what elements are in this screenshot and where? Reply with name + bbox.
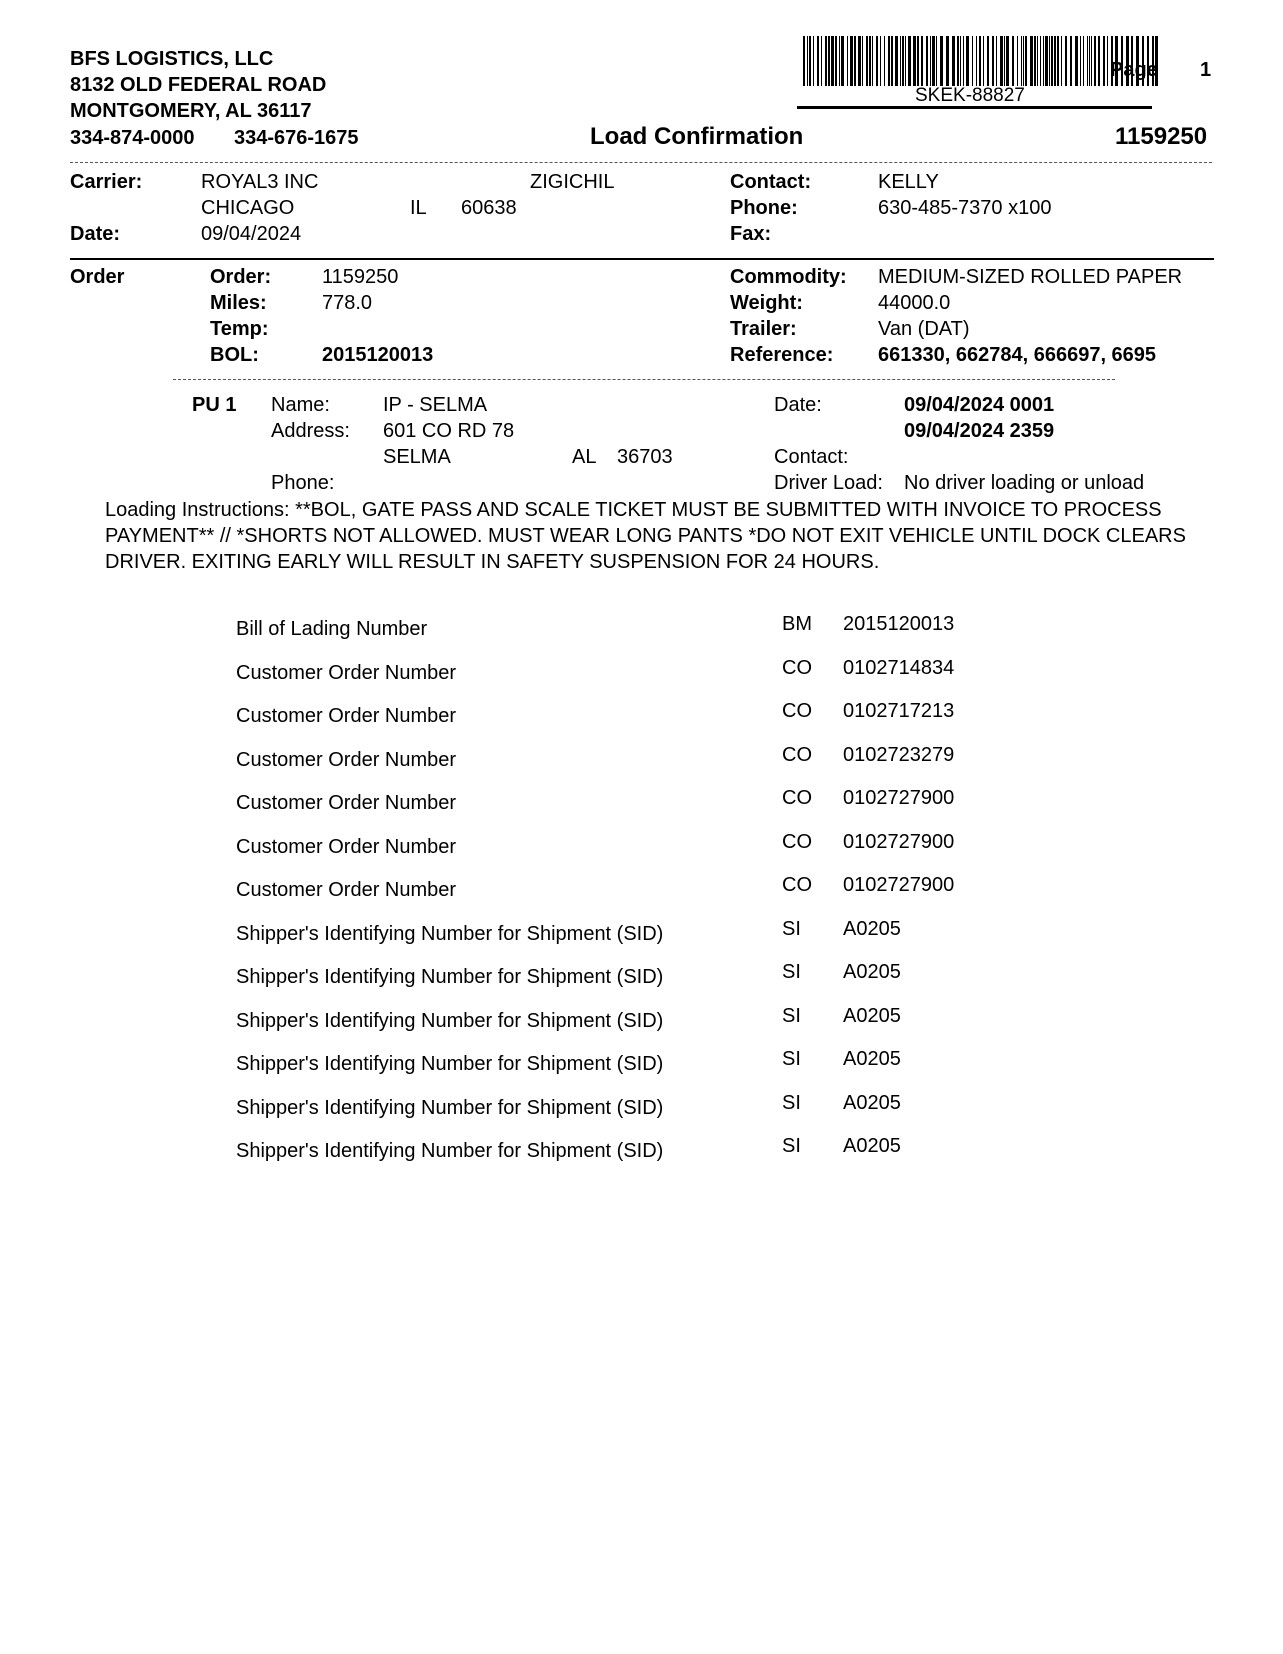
barcode-bar <box>880 36 881 86</box>
pickup-city: SELMA <box>383 446 451 468</box>
pickup-phone-label: Phone: <box>271 472 335 494</box>
barcode-bar <box>841 36 844 86</box>
barcode-bar <box>921 36 923 86</box>
reference-code: CO <box>782 700 812 722</box>
barcode-bar <box>872 36 873 86</box>
barcode-bar <box>807 36 808 86</box>
barcode-bar <box>1037 36 1038 86</box>
reference-code: SI <box>782 961 801 983</box>
pickup-state: AL <box>572 446 597 468</box>
pickup-label: PU 1 <box>192 394 237 416</box>
reference-value: A0205 <box>843 1005 901 1027</box>
header-divider <box>70 162 1212 163</box>
barcode-bar <box>854 36 856 86</box>
order-reference: 661330, 662784, 666697, 6695 <box>878 344 1157 366</box>
reference-description: Bill of Lading Number <box>236 618 428 640</box>
barcode-underline <box>797 106 1152 109</box>
order-commodity: MEDIUM-SIZED ROLLED PAPER <box>878 266 1183 288</box>
pickup-address: 601 CO RD 78 <box>383 420 515 442</box>
barcode <box>803 36 1163 86</box>
barcode-bar <box>913 36 916 86</box>
barcode-bar <box>1051 36 1053 86</box>
barcode-bar <box>940 36 943 86</box>
fax-label: Fax: <box>730 223 772 245</box>
barcode-bar <box>905 36 906 86</box>
carrier-label: Carrier: <box>70 171 143 193</box>
barcode-bar <box>936 36 937 86</box>
carrier-contact: KELLY <box>878 171 939 193</box>
barcode-bar <box>839 36 840 86</box>
document-number: 1159250 <box>1115 123 1208 150</box>
reference-value: 0102727900 <box>843 874 955 896</box>
weight-label: Weight: <box>730 292 803 314</box>
document-title: Load Confirmation <box>590 123 804 150</box>
reference-value: A0205 <box>843 1135 901 1157</box>
reference-description: Customer Order Number <box>236 879 457 901</box>
pickup-date-end: 09/04/2024 2359 <box>904 420 1055 442</box>
barcode-bar <box>1107 36 1108 86</box>
reference-value: A0205 <box>843 1092 901 1114</box>
barcode-bar <box>828 36 830 86</box>
reference-description: Customer Order Number <box>236 705 457 727</box>
reference-description: Shipper's Identifying Number for Shipment (SID) <box>236 966 664 988</box>
reference-description: Shipper's Identifying Number for Shipment (SID) <box>236 1140 664 1162</box>
barcode-code: SKEK-88827 <box>915 85 1025 106</box>
barcode-bar <box>908 36 911 86</box>
order-miles: 778.0 <box>322 292 373 314</box>
barcode-bar <box>1023 36 1024 86</box>
reference-value: A0205 <box>843 1048 901 1070</box>
reference-value: 0102714834 <box>843 657 955 679</box>
reference-code: CO <box>782 874 812 896</box>
barcode-bar <box>963 36 964 86</box>
reference-code: CO <box>782 744 812 766</box>
reference-code: CO <box>782 831 812 853</box>
barcode-bar <box>1083 36 1084 86</box>
order-number: 1159250 <box>322 266 399 288</box>
bol-label: BOL: <box>210 344 259 366</box>
barcode-bar <box>1075 36 1078 86</box>
barcode-bar <box>891 36 893 86</box>
carrier-name: ROYAL3 INC <box>201 171 319 193</box>
barcode-bar <box>1091 36 1092 86</box>
barcode-bar <box>917 36 919 86</box>
barcode-bar <box>831 36 834 86</box>
temp-label: Temp: <box>210 318 269 340</box>
barcode-bar <box>926 36 928 86</box>
barcode-bar <box>996 36 997 86</box>
reference-description: Shipper's Identifying Number for Shipment (SID) <box>236 923 664 945</box>
reference-code: SI <box>782 1048 801 1070</box>
barcode-bar <box>1089 36 1090 86</box>
miles-label: Miles: <box>210 292 267 314</box>
barcode-bar <box>847 36 848 86</box>
carrier-city: CHICAGO <box>201 197 295 219</box>
reference-description: Customer Order Number <box>236 836 457 858</box>
reference-code: SI <box>782 918 801 940</box>
reference-description: Shipper's Identifying Number for Shipment (SID) <box>236 1010 664 1032</box>
barcode-bar <box>1006 36 1009 86</box>
reference-code: SI <box>782 1092 801 1114</box>
barcode-bar <box>1040 36 1041 86</box>
reference-value: 0102727900 <box>843 787 955 809</box>
trailer-label: Trailer: <box>730 318 797 340</box>
barcode-bar <box>803 36 805 86</box>
reference-description: Shipper's Identifying Number for Shipment (SID) <box>236 1053 664 1075</box>
barcode-bar <box>983 36 984 86</box>
barcode-bar <box>858 36 861 86</box>
order-bol: 2015120013 <box>322 344 434 366</box>
order-section-label: Order <box>70 266 125 288</box>
barcode-bar <box>888 36 890 86</box>
order-weight: 44000.0 <box>878 292 951 314</box>
barcode-bar <box>1087 36 1088 86</box>
reference-value: 0102727900 <box>843 831 955 853</box>
reference-code: SI <box>782 1005 801 1027</box>
page-label: Page <box>1110 59 1158 81</box>
barcode-bar <box>946 36 949 86</box>
company-address-line2: MONTGOMERY, AL 36117 <box>70 100 312 122</box>
barcode-bar <box>957 36 959 86</box>
company-name: BFS LOGISTICS, LLC <box>70 48 274 70</box>
barcode-bar <box>900 36 901 86</box>
barcode-bar <box>952 36 955 86</box>
pickup-date-label: Date: <box>774 394 822 416</box>
barcode-bar <box>1025 36 1027 86</box>
barcode-bar <box>1103 36 1105 86</box>
barcode-bar <box>817 36 819 86</box>
barcode-bar <box>1034 36 1036 86</box>
barcode-bar <box>869 36 871 86</box>
company-phone-secondary: 334-676-1675 <box>234 127 359 149</box>
barcode-bar <box>884 36 885 86</box>
reference-description: Customer Order Number <box>236 792 457 814</box>
barcode-bar <box>902 36 904 86</box>
barcode-bar <box>1061 36 1062 86</box>
barcode-bar <box>932 36 935 86</box>
driver-load-label: Driver Load: <box>774 472 883 494</box>
barcode-bar <box>1080 36 1081 86</box>
barcode-bar <box>813 36 814 86</box>
barcode-bar <box>960 36 961 86</box>
barcode-bar <box>992 36 994 86</box>
pickup-date-start: 09/04/2024 0001 <box>904 394 1055 416</box>
carrier-state: IL <box>410 197 427 219</box>
barcode-bar <box>1070 36 1072 86</box>
reference-code: CO <box>782 787 812 809</box>
barcode-bar <box>1065 36 1067 86</box>
reference-label: Reference: <box>730 344 834 366</box>
barcode-bar <box>1017 36 1018 86</box>
pickup-zip: 36703 <box>617 446 673 468</box>
carrier-phone: 630-485-7370 x100 <box>878 197 1052 219</box>
barcode-bar <box>979 36 981 86</box>
reference-code: SI <box>782 1135 801 1157</box>
barcode-bar <box>1054 36 1056 86</box>
barcode-bar <box>1057 36 1059 86</box>
barcode-bar <box>862 36 863 86</box>
reference-code: CO <box>782 657 812 679</box>
reference-description: Customer Order Number <box>236 662 457 684</box>
phone-label: Phone: <box>730 197 798 219</box>
barcode-bar <box>1049 36 1050 86</box>
commodity-label: Commodity: <box>730 266 847 288</box>
reference-value: 2015120013 <box>843 613 955 635</box>
page-number: 1 <box>1200 59 1212 81</box>
order-trailer: Van (DAT) <box>878 318 970 340</box>
barcode-bar <box>1012 36 1014 86</box>
barcode-bar <box>976 36 977 86</box>
contact-label: Contact: <box>730 171 812 193</box>
date-label: Date: <box>70 223 121 245</box>
barcode-bar <box>895 36 898 86</box>
company-address-line1: 8132 OLD FEDERAL ROAD <box>70 74 327 96</box>
barcode-bar <box>876 36 878 86</box>
pickup-name-label: Name: <box>271 394 330 416</box>
barcode-bar <box>1043 36 1044 86</box>
barcode-bar <box>809 36 811 86</box>
carrier-code: ZIGICHIL <box>530 171 615 193</box>
confirmation-date: 09/04/2024 <box>201 223 302 245</box>
order-divider <box>173 379 1115 380</box>
barcode-bar <box>835 36 837 86</box>
barcode-bar <box>1094 36 1096 86</box>
barcode-bar <box>825 36 827 86</box>
carrier-divider <box>70 258 1214 260</box>
barcode-bar <box>1000 36 1003 86</box>
pickup-address-label: Address: <box>271 420 350 442</box>
pickup-name: IP - SELMA <box>383 394 488 416</box>
barcode-bar <box>972 36 973 86</box>
barcode-bar <box>987 36 989 86</box>
barcode-bar <box>930 36 931 86</box>
company-phone-primary: 334-874-0000 <box>70 127 195 149</box>
barcode-bar <box>821 36 822 86</box>
barcode-bar <box>966 36 969 86</box>
barcode-bar <box>866 36 868 86</box>
barcode-bar <box>1098 36 1100 86</box>
reference-value: A0205 <box>843 961 901 983</box>
reference-code: BM <box>782 613 812 635</box>
barcode-bar <box>1004 36 1005 86</box>
loading-instructions: Loading Instructions: **BOL, GATE PASS AND SCALE TICKET MUST BE SUBMITTED WITH INVOICE TO PROCESS PAYMENT** // *SHORTS NOT ALLOWED. MUST WEAR LONG PANTS *DO NOT EXIT VEHICLE UNTIL DOCK CLEARS DRIVER. EXITING EARLY WILL RESULT IN SAFETY SUSPENSION FOR 24 HOURS. <box>105 499 1186 573</box>
reference-description: Shipper's Identifying Number for Shipment (SID) <box>236 1097 664 1119</box>
order-label: Order: <box>210 266 272 288</box>
carrier-zip: 60638 <box>461 197 517 219</box>
barcode-bar <box>1021 36 1022 86</box>
barcode-bar <box>1045 36 1048 86</box>
pickup-contact-label: Contact: <box>774 446 849 468</box>
driver-load-value: No driver loading or unload <box>904 472 1145 494</box>
barcode-bar <box>850 36 853 86</box>
barcode-bar <box>1030 36 1033 86</box>
reference-description: Customer Order Number <box>236 749 457 771</box>
reference-value: 0102723279 <box>843 744 955 766</box>
reference-value: 0102717213 <box>843 700 955 722</box>
reference-value: A0205 <box>843 918 901 940</box>
